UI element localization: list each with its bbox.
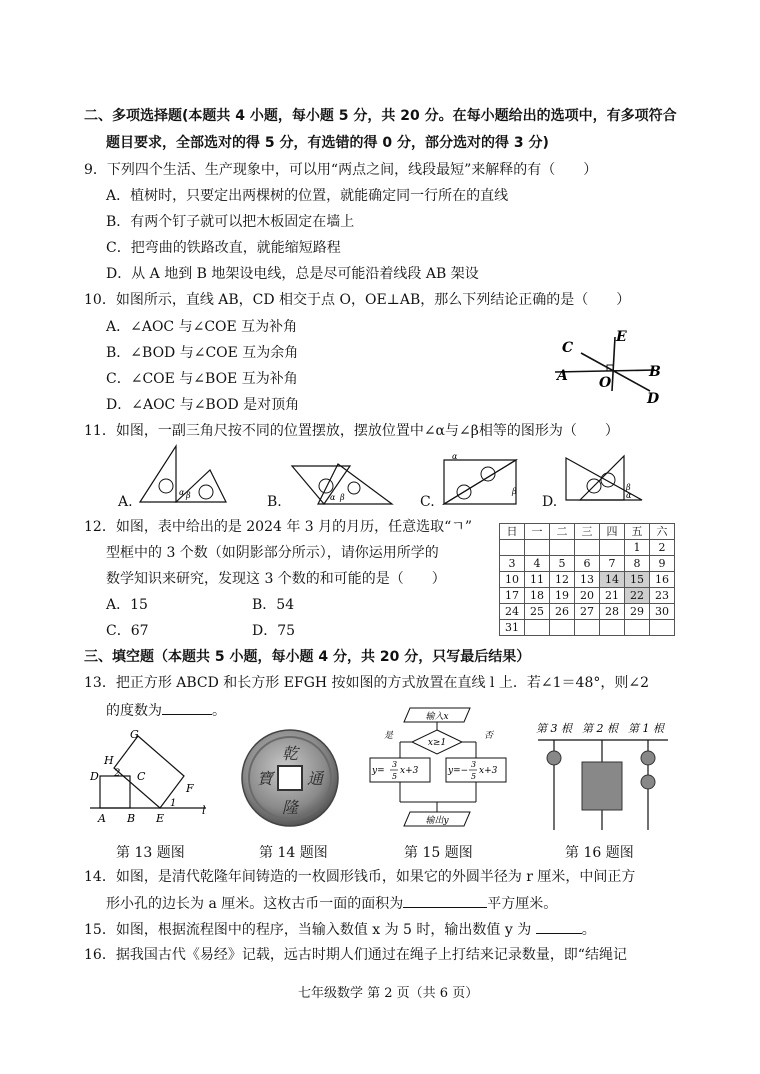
flow-left-den: 5 bbox=[392, 772, 398, 781]
caption-fig14: 第 14 题图 bbox=[259, 845, 328, 861]
q12-option-b: B．54 bbox=[252, 597, 295, 613]
calendar-day: 26 bbox=[550, 604, 575, 620]
calendar-day: 14 bbox=[600, 572, 625, 588]
calendar-day: 27 bbox=[575, 604, 600, 620]
q13-label-h: H bbox=[104, 754, 114, 767]
flow-right-num: 3 bbox=[471, 760, 477, 769]
calendar-row bbox=[500, 556, 675, 572]
coin-char-top: 乾 bbox=[281, 744, 299, 763]
calendar-day bbox=[575, 540, 600, 556]
q13-label-l: l bbox=[202, 804, 206, 817]
calendar-day: 12 bbox=[550, 572, 575, 588]
q11a-alpha: α bbox=[179, 488, 185, 497]
calendar-day: 28 bbox=[600, 604, 625, 620]
q13-label-b: B bbox=[127, 812, 136, 825]
caption-fig15: 第 15 题图 bbox=[404, 845, 473, 861]
q10-label-o: O bbox=[599, 375, 612, 391]
q14-answer-blank[interactable] bbox=[403, 893, 487, 908]
q11-figure-d bbox=[560, 452, 650, 506]
calendar-day: 2 bbox=[650, 540, 675, 556]
flow-left-post: x+3 bbox=[400, 766, 419, 776]
q11-figure-b bbox=[288, 460, 398, 508]
q16-label-rope1: 第 1 根 bbox=[628, 722, 664, 735]
q13-label-2: 2 bbox=[114, 768, 121, 779]
q11c-beta: β bbox=[512, 487, 517, 496]
calendar-day bbox=[525, 620, 550, 636]
calendar-day: 29 bbox=[625, 604, 650, 620]
q12-option-d: D．75 bbox=[252, 623, 296, 639]
calendar-day: 15 bbox=[625, 572, 650, 588]
calendar-weekday: 二 bbox=[550, 524, 575, 540]
q13-label-e: E bbox=[156, 812, 165, 825]
page-footer: 七年级数学 第 2 页（共 6 页） bbox=[298, 986, 479, 1001]
q14-line1: 14．如图，是清代乾隆年间铸造的一枚圆形钱币，如果它的外圆半径为 r 厘米，中间正方 bbox=[84, 869, 636, 885]
calendar-row bbox=[500, 572, 675, 588]
calendar-day: 1 bbox=[625, 540, 650, 556]
q9-option-c: C．把弯曲的铁路改直，就能缩短路程 bbox=[106, 240, 341, 256]
q10-label-b: B bbox=[649, 364, 661, 380]
flow-output: 输出y bbox=[425, 816, 449, 826]
q10-option-a: A．∠AOC 与∠COE 互为补角 bbox=[106, 319, 298, 335]
q16-line1: 16．据我国古代《易经》记载，远古时期人们通过在绳子上打结来记录数量，即“结绳记 bbox=[84, 947, 627, 963]
q13-label-1: 1 bbox=[170, 798, 177, 809]
calendar-day: 8 bbox=[625, 556, 650, 572]
q13-label-c: C bbox=[137, 770, 146, 783]
calendar-day: 6 bbox=[575, 556, 600, 572]
q13-figure bbox=[84, 726, 224, 826]
calendar-day: 10 bbox=[500, 572, 525, 588]
coin-char-right: 通 bbox=[306, 769, 324, 788]
q10-label-c: C bbox=[562, 340, 574, 356]
calendar-weekday: 一 bbox=[525, 524, 550, 540]
calendar-weekday: 三 bbox=[575, 524, 600, 540]
calendar-row bbox=[500, 604, 675, 620]
calendar-weekday: 日 bbox=[500, 524, 525, 540]
q9-option-a: A．植树时，只要定出两棵树的位置，就能确定同一行所在的直线 bbox=[106, 188, 509, 204]
calendar-day: 13 bbox=[575, 572, 600, 588]
q11-stem: 11．如图，一副三角尺按不同的位置摆放，摆放位置中∠α与∠β相等的图形为（ ） bbox=[84, 423, 619, 439]
q16-label-rope2: 第 2 根 bbox=[582, 722, 618, 735]
q13-line2-tail: 。 bbox=[212, 703, 226, 719]
q13-label-a: A bbox=[98, 812, 106, 825]
calendar-day: 25 bbox=[525, 604, 550, 620]
calendar-day bbox=[650, 620, 675, 636]
calendar-day: 31 bbox=[500, 620, 525, 636]
flow-right-post: x+3 bbox=[479, 766, 498, 776]
calendar-day bbox=[625, 620, 650, 636]
q13-line2 bbox=[106, 700, 226, 721]
q10-figure bbox=[555, 325, 675, 410]
q11d-alpha: α bbox=[626, 491, 632, 500]
q11-label-b: B. bbox=[267, 494, 282, 510]
q13-label-d: D bbox=[90, 770, 99, 783]
q14-coin-figure bbox=[240, 728, 340, 828]
q16-figure bbox=[536, 720, 670, 832]
calendar-weekday: 四 bbox=[600, 524, 625, 540]
flow-condition: x≥1 bbox=[427, 738, 447, 748]
q10-label-e: E bbox=[616, 329, 627, 345]
calendar-weekday: 五 bbox=[625, 524, 650, 540]
q11-label-c: C. bbox=[420, 494, 435, 510]
q15-post: 。 bbox=[581, 922, 596, 938]
q10-stem: 10．如图所示，直线 AB，CD 相交于点 O，OE⊥AB，那么下列结论正确的是（ ） bbox=[84, 292, 631, 308]
q14-line2-pre: 形小孔的边长为 a 厘米。这枚古币一面的面积为 bbox=[106, 896, 404, 912]
calendar-day: 22 bbox=[625, 588, 650, 604]
q13-line1: 13．把正方形 ABCD 和长方形 EFGH 按如图的方式放置在直线 l 上．若∠1＝48°，则∠2 bbox=[84, 675, 650, 691]
calendar-day: 3 bbox=[500, 556, 525, 572]
q13-label-f: F bbox=[186, 782, 194, 795]
calendar-day: 21 bbox=[600, 588, 625, 604]
q12-line3: 数学知识来研究，发现这 3 个数的和可能的是（ ） bbox=[106, 571, 446, 587]
calendar-day bbox=[600, 620, 625, 636]
flow-right-den: 5 bbox=[471, 772, 477, 781]
q10-option-b: B．∠BOD 与∠COE 互为余角 bbox=[106, 345, 299, 361]
calendar-day: 19 bbox=[550, 588, 575, 604]
flow-left-prefix: y= bbox=[372, 766, 385, 776]
caption-fig16: 第 16 题图 bbox=[565, 845, 634, 861]
q15-flowchart bbox=[366, 704, 506, 832]
flow-yes: 是 bbox=[384, 731, 394, 741]
q15-pre: 15．如图，根据流程图中的程序，当输入数值 x 为 5 时，输出数值 y 为 bbox=[84, 922, 532, 938]
q10-label-a: A bbox=[557, 368, 568, 384]
section3-title: 三、填空题（本题共 5 小题，每小题 4 分，共 20 分，只写最后结果） bbox=[84, 649, 531, 665]
flow-input: 输入x bbox=[425, 712, 449, 722]
q10-option-c: C．∠COE 与∠BOE 互为补角 bbox=[106, 371, 298, 387]
calendar-row bbox=[500, 540, 675, 556]
q12-option-c: C．67 bbox=[106, 623, 149, 639]
q9-option-d: D．从 A 地到 B 地架设电线，总是尽可能沿着线段 AB 架设 bbox=[106, 266, 479, 282]
q13-label-g: G bbox=[130, 728, 139, 741]
calendar-day: 17 bbox=[500, 588, 525, 604]
section2-title-line2: 题目要求，全部选对的得 5 分，有选错的得 0 分，部分选对的得 3 分) bbox=[106, 135, 549, 151]
calendar-day: 9 bbox=[650, 556, 675, 572]
coin-char-left: 寶 bbox=[256, 769, 274, 788]
calendar-day bbox=[550, 620, 575, 636]
q13-answer-blank[interactable] bbox=[162, 700, 212, 715]
coin-char-bottom: 隆 bbox=[281, 798, 299, 817]
flow-left-num: 3 bbox=[392, 760, 398, 769]
q16-label-rope3: 第 3 根 bbox=[536, 722, 572, 735]
flow-no: 否 bbox=[484, 731, 494, 741]
calendar-day: 4 bbox=[525, 556, 550, 572]
q11-figure-a bbox=[130, 444, 230, 506]
calendar-day bbox=[575, 620, 600, 636]
q9-option-b: B．有两个钉子就可以把木板固定在墙上 bbox=[106, 214, 355, 230]
q11-figure-c bbox=[440, 452, 540, 510]
q11a-beta: β bbox=[186, 491, 191, 500]
calendar-day: 18 bbox=[525, 588, 550, 604]
q13-line2-text: 的度数为 bbox=[106, 703, 162, 719]
caption-fig13: 第 13 题图 bbox=[116, 845, 185, 861]
calendar-day: 11 bbox=[525, 572, 550, 588]
calendar-day bbox=[600, 540, 625, 556]
calendar-day bbox=[500, 540, 525, 556]
q11d-beta: β bbox=[626, 483, 631, 492]
calendar-day: 16 bbox=[650, 572, 675, 588]
calendar-day: 30 bbox=[650, 604, 675, 620]
q10-label-d: D bbox=[647, 391, 660, 407]
q9-stem: 9．下列四个生活、生产现象中，可以用“两点之间，线段最短”来解释的有（ ） bbox=[84, 162, 598, 178]
q15-answer-blank[interactable] bbox=[536, 919, 582, 934]
calendar-day: 23 bbox=[650, 588, 675, 604]
calendar-day: 24 bbox=[500, 604, 525, 620]
q11-label-d: D. bbox=[542, 494, 558, 510]
q10-option-d: D．∠AOC 与∠BOD 是对顶角 bbox=[106, 397, 300, 413]
calendar-day bbox=[550, 540, 575, 556]
q11b-beta: β bbox=[340, 493, 345, 502]
q11c-alpha: α bbox=[452, 452, 458, 461]
q11b-alpha: α bbox=[330, 493, 336, 502]
q15-line bbox=[84, 919, 596, 940]
q11-label-a: A. bbox=[118, 494, 133, 510]
q14-line2-post: 平方厘米。 bbox=[487, 896, 558, 912]
calendar-header-row bbox=[500, 524, 675, 540]
calendar-row bbox=[500, 588, 675, 604]
section2-title-line1: 二、多项选择题(本题共 4 小题，每小题 5 分，共 20 分。在每小题给出的选项中，有多项符合 bbox=[84, 108, 677, 124]
q14-line2 bbox=[106, 893, 557, 914]
calendar-day: 7 bbox=[600, 556, 625, 572]
q12-calendar bbox=[499, 523, 675, 636]
flow-right-prefix: y=− bbox=[448, 766, 469, 776]
calendar-row bbox=[500, 620, 675, 636]
q12-line2: 型框中的 3 个数（如阴影部分所示），请你运用所学的 bbox=[106, 545, 439, 561]
calendar-day bbox=[525, 540, 550, 556]
calendar-weekday: 六 bbox=[650, 524, 675, 540]
calendar-day: 5 bbox=[550, 556, 575, 572]
q12-line1: 12．如图，表中给出的是 2024 年 3 月的月历，任意选取“ㄱ” bbox=[84, 519, 472, 535]
q12-option-a: A．15 bbox=[106, 597, 148, 613]
calendar-day: 20 bbox=[575, 588, 600, 604]
